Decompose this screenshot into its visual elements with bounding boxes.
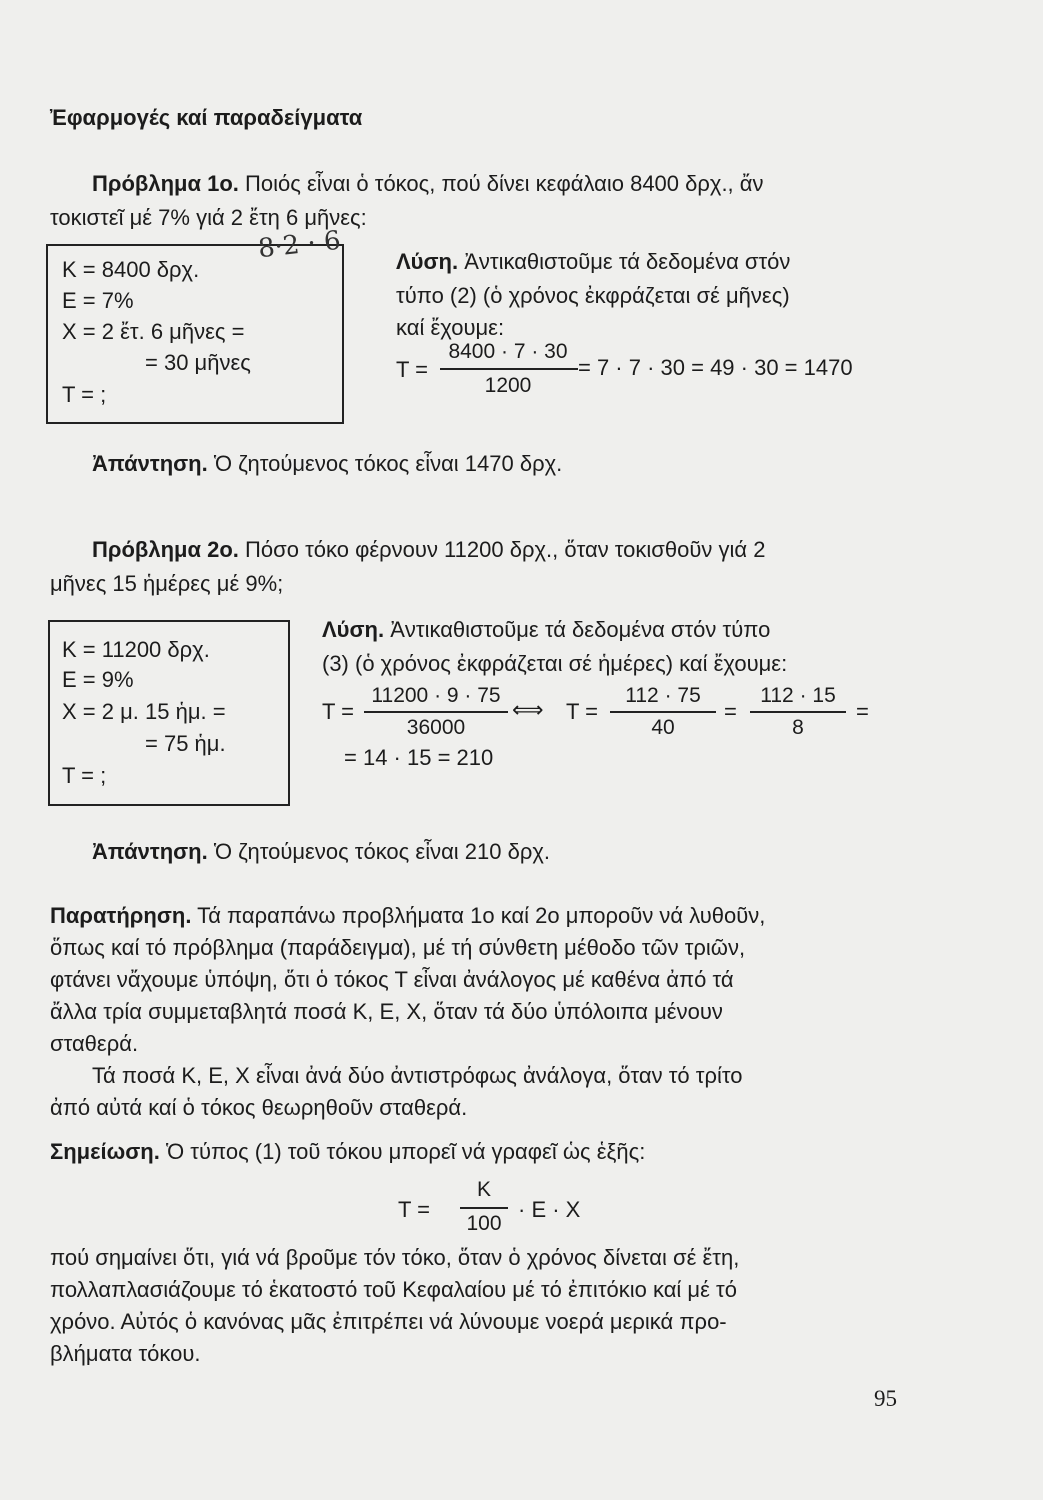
problem1-given-2: Ε = 7% <box>62 288 134 313</box>
note-formula-rest: · Ε · Χ <box>518 1197 581 1222</box>
remark-text1: Τά παραπάνω προβλήματα 1ο καί 2ο μποροῦν νά λυθοῦν, <box>191 903 766 928</box>
problem1-given-5: Τ = ; <box>62 382 107 407</box>
remark-label: Παρατήρηση. <box>50 903 192 928</box>
problem2-answer-text: Ὁ ζητούμενος τόκος εἶναι 210 δρχ. <box>207 839 551 864</box>
problem1-text1: Ποιός εἶναι ὁ τόκος, πού δίνει κεφάλαιο 8400 δρχ., ἄν <box>238 171 764 196</box>
remark-line3: φτάνει νἄχουμε ὑπόψη, ὅτι ὁ τόκος Τ εἶναι ἀνάλογος μέ καθένα ἀπό τά <box>50 967 734 992</box>
handwritten-note: 8·2 · 6 <box>256 225 343 265</box>
problem2-frac2-numerator: 112 · 75 <box>625 684 701 707</box>
problem1-formula-numerator: 8400 · 7 · 30 <box>448 340 568 363</box>
page-number: 95 <box>874 1386 897 1411</box>
problem2-frac1-numerator: 11200 · 9 · 75 <box>371 684 501 707</box>
note-formula-denominator: 100 <box>466 1212 502 1235</box>
problem2-line1 <box>92 536 765 564</box>
problem1-solution-line2: τύπο (2) (ὁ χρόνος ἐκφράζεται σέ μῆνες) <box>396 283 790 308</box>
problem1-formula-denominator: 1200 <box>484 374 532 397</box>
problem2-solution-text1: Ἀντικαθιστοῦμε τά δεδομένα στόν τύπο <box>384 617 771 642</box>
problem2-frac3-denominator: 8 <box>792 716 804 739</box>
problem2-given-4: = 75 ἡμ. <box>145 731 226 756</box>
problem2-formula-result: = 14 · 15 = 210 <box>344 745 494 770</box>
problem2-label: Πρόβλημα 2ο. <box>92 537 239 562</box>
problem1-solution-line1 <box>396 248 790 276</box>
note-text1: Ὁ τύπος (1) τοῦ τόκου μπορεῖ νά γραφεῖ ὡς ἑξῆς: <box>159 1139 646 1164</box>
note-formula-numerator: Κ <box>476 1178 491 1201</box>
problem2-solution-label: Λύση. <box>322 617 385 642</box>
note-line5: βλήματα τόκου. <box>50 1341 201 1366</box>
problem1-solution-text1: Ἀντικαθιστοῦμε τά δεδομένα στόν <box>458 249 791 274</box>
problem2-answer <box>92 838 550 866</box>
note-formula-lhs: Τ = <box>398 1197 431 1222</box>
problem2-solution-line2: (3) (ὁ χρόνος ἐκφράζεται σέ ἡμέρες) καί ἔχουμε: <box>322 651 788 676</box>
problem2-given-5: Τ = ; <box>62 763 107 788</box>
remark-line6: Τά ποσά Κ, Ε, Χ εἶναι ἀνά δύο ἀντιστρόφως ἀνάλογα, ὅταν τό τρίτο <box>92 1063 743 1088</box>
problem2-line2: μῆνες 15 ἡμέρες μέ 9%; <box>50 571 284 596</box>
problem1-given-3: Χ = 2 ἔτ. 6 μῆνες = <box>62 319 245 344</box>
problem2-formula-lhs: Τ = <box>322 699 355 724</box>
note-line2: πού σημαίνει ὅτι, γιά νά βροῦμε τόν τόκο, ὅταν ὁ χρόνος δίνεται σέ ἔτη, <box>50 1245 740 1270</box>
problem2-frac1-denominator: 36000 <box>406 716 466 739</box>
problem1-answer <box>92 450 562 478</box>
remark-line7: ἀπό αὐτά καί ὁ τόκος θεωρηθοῦν σταθερά. <box>50 1095 468 1120</box>
problem1-given-4: = 30 μῆνες <box>145 350 251 375</box>
problem1-solution-line3: καί ἔχουμε: <box>396 315 505 340</box>
problem1-line2: τοκιστεῖ μέ 7% γιά 2 ἔτη 6 μῆνες: <box>50 205 367 230</box>
problem1-formula-rest: = 7 · 7 · 30 = 49 · 30 = 1470 <box>578 355 853 380</box>
problem2-given-2: Ε = 9% <box>62 667 134 692</box>
problem2-answer-label: Ἀπάντηση. <box>92 839 208 864</box>
problem2-equals: = <box>724 699 737 724</box>
problem2-text1: Πόσο τόκο φέρνουν 11200 δρχ., ὅταν τοκισθοῦν γιά 2 <box>238 537 766 562</box>
problem2-frac1-bar <box>364 711 508 713</box>
problem2-equivalence-arrow: ⟺ <box>512 697 544 722</box>
problem1-line1 <box>92 170 764 198</box>
problem2-frac2-bar <box>610 711 716 713</box>
remark-line1 <box>50 902 765 930</box>
problem1-formula-lhs: Τ = <box>396 357 429 382</box>
note-line3: πολλαπλασιάζουμε τό ἑκατοστό τοῦ Κεφαλαίου μέ τό ἐπιτόκιο καί μέ τό <box>50 1277 737 1302</box>
problem2-formula-mid: Τ = <box>566 699 599 724</box>
problem1-given-1: Κ = 8400 δρχ. <box>62 257 200 282</box>
note-line1 <box>50 1138 645 1166</box>
problem2-frac2-denominator: 40 <box>651 716 675 739</box>
problem2-solution-line1 <box>322 616 770 644</box>
problem2-equals-end: = <box>856 699 869 724</box>
note-fraction-bar <box>460 1207 508 1209</box>
remark-line2: ὅπως καί τό πρόβλημα (παράδειγμα), μέ τή σύνθετη μέθοδο τῶν τριῶν, <box>50 935 746 960</box>
remark-line5: σταθερά. <box>50 1031 139 1056</box>
problem2-given-1: Κ = 11200 δρχ. <box>62 637 210 662</box>
remark-line4: ἄλλα τρία συμμεταβλητά ποσά Κ, Ε, Χ, ὅταν τά δύο ὑπόλοιπα μένουν <box>50 999 723 1024</box>
problem2-frac3-bar <box>750 711 846 713</box>
problem2-frac3-numerator: 112 · 15 <box>760 684 836 707</box>
problem2-given-3: Χ = 2 μ. 15 ἡμ. = <box>62 699 226 724</box>
note-label: Σημείωση. <box>50 1139 160 1164</box>
problem1-solution-label: Λύση. <box>396 249 459 274</box>
problem1-fraction-bar <box>440 368 578 370</box>
note-line4: χρόνο. Αὐτός ὁ κανόνας μᾶς ἐπιτρέπει νά λύνουμε νοερά μερικά προ- <box>50 1309 727 1334</box>
problem1-label: Πρόβλημα 1ο. <box>92 171 239 196</box>
problem1-answer-label: Ἀπάντηση. <box>92 451 208 476</box>
problem1-answer-text: Ὁ ζητούμενος τόκος εἶναι 1470 δρχ. <box>207 451 563 476</box>
section-heading: Ἐφαρμογές καί παραδείγματα <box>50 105 363 130</box>
